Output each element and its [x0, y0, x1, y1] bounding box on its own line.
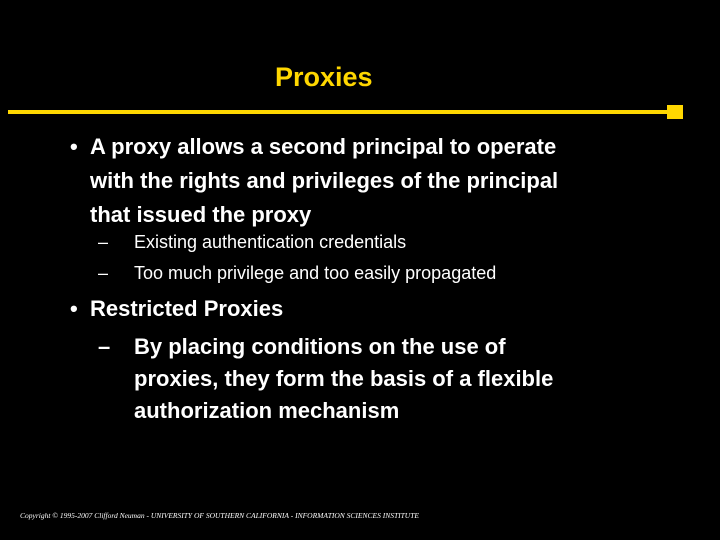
sub-item-text [134, 331, 553, 427]
bullet-item-proxy-definition [70, 130, 690, 232]
dash-mark: – [98, 232, 109, 252]
sub-item-existing-credentials [98, 227, 658, 258]
sub-item-too-much-privilege [98, 258, 658, 289]
slide-title: Proxies [275, 62, 373, 92]
bullet-mark: • [70, 296, 78, 321]
bullet-mark: • [70, 134, 78, 159]
title-underline-end-block [667, 105, 683, 119]
bullet-text-line: A proxy allows a second principal to operate [90, 134, 557, 159]
bullet-text [90, 292, 283, 326]
sub-item-placing-conditions [98, 331, 678, 427]
sub-item-text-line: authorization mechanism [134, 398, 400, 423]
copyright-footer: Copyright © 1995-2007 Clifford Neuman - UNIVERSITY OF SOUTHERN CALIFORNIA - INFORMATION SCIENCES INSTITUTE [20, 511, 419, 520]
bullet-item-restricted-proxies [70, 292, 690, 326]
title-underline [8, 110, 668, 114]
sub-item-text-line: By placing conditions on the use of [134, 334, 506, 359]
sub-item-text: Too much privilege and too easily propagated [134, 263, 497, 283]
bullet-text-line: that issued the proxy [90, 202, 312, 227]
sub-item-text-line: proxies, they form the basis of a flexible [134, 366, 554, 391]
bullet-text [90, 130, 558, 232]
bullet-text-line: Restricted Proxies [90, 296, 284, 321]
sub-item-text: Existing authentication credentials [134, 232, 407, 252]
bullet-text-line: with the rights and privileges of the principal [90, 168, 559, 193]
dash-mark: – [98, 263, 109, 283]
dash-mark: – [98, 334, 111, 359]
